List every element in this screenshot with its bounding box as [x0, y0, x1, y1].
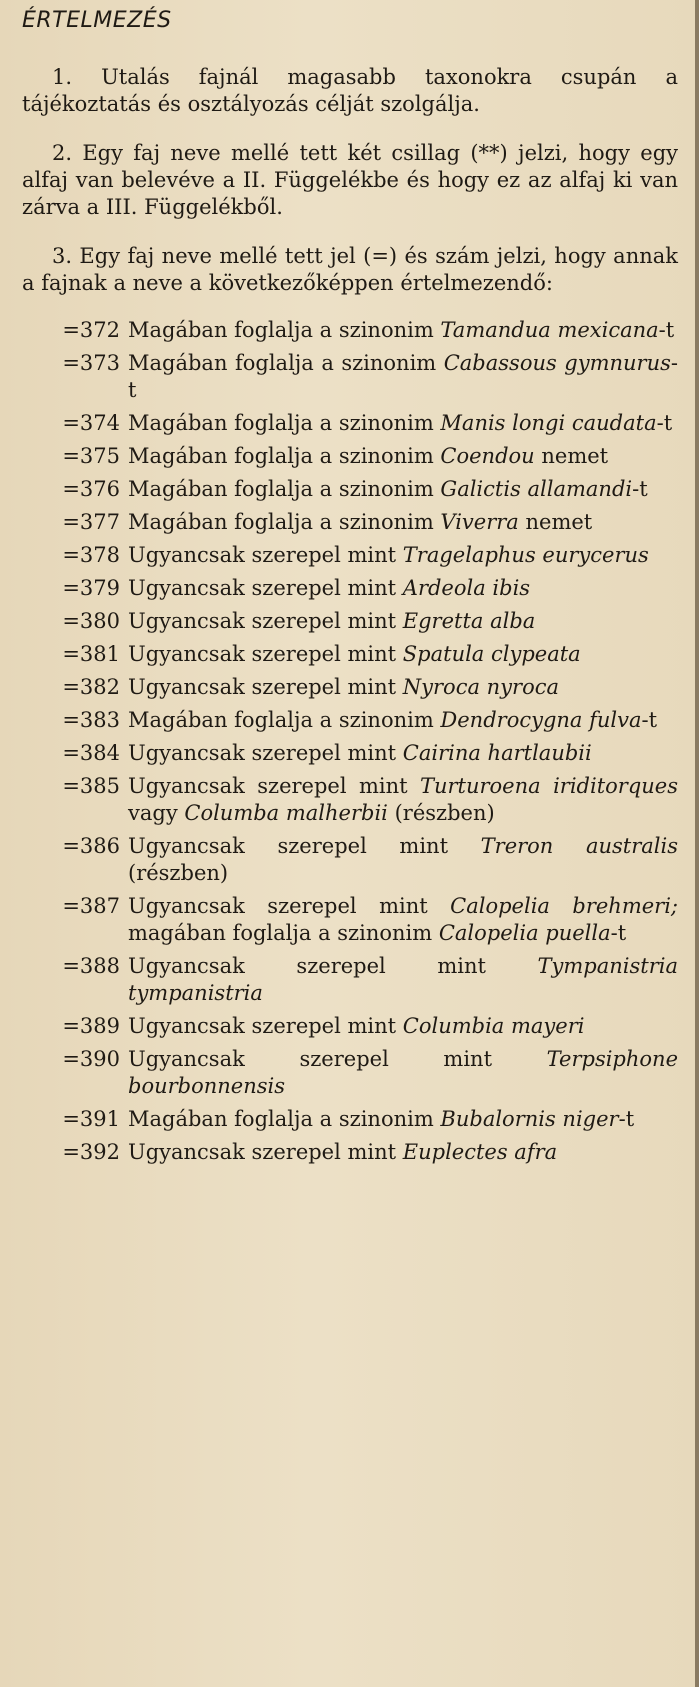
entry-row [22, 1013, 699, 1040]
species-name: Calopelia puella [438, 921, 611, 945]
species-name: Turturoena iriditorques [419, 774, 678, 798]
entry-phrase: Magában foglalja a szinonim [128, 510, 441, 534]
paragraph-3: 3. Egy faj neve mellé tett jel (=) és szám jelzi, hogy annak a fajnak a neve a következőképpen értelmezendő: [22, 244, 678, 295]
entry-text [128, 410, 678, 437]
entry-code: =384 [62, 741, 120, 765]
entry-code: =390 [62, 1047, 120, 1071]
entry-row [22, 575, 699, 602]
entry-text [128, 542, 678, 569]
entry-text [128, 740, 678, 767]
entry-phrase: -t [658, 318, 675, 342]
entry-phrase: Ugyancsak szerepel mint [128, 894, 451, 918]
species-name: Spatula clypeata [402, 642, 581, 666]
entry-phrase: Magában foglalja a szinonim [128, 708, 441, 732]
entry-phrase: Magában foglalja a szinonim [128, 1107, 441, 1131]
entry-phrase: nemet [534, 444, 609, 468]
species-name: Egretta alba [402, 609, 536, 633]
entry-text [128, 317, 678, 344]
entry-row [22, 833, 699, 887]
entry-text [128, 1139, 678, 1166]
species-name: Galictis allamandi [440, 477, 633, 501]
entry-row [22, 350, 699, 404]
species-name: Viverra [440, 510, 519, 534]
entry-code: =379 [62, 576, 120, 600]
species-name: Bubalornis niger [440, 1107, 619, 1131]
entry-row [22, 740, 699, 767]
entry-phrase: Magában foglalja a szinonim [128, 318, 441, 342]
entry-phrase: Ugyancsak szerepel mint [128, 675, 403, 699]
entry-code: =376 [62, 477, 120, 501]
species-name: Calopelia brehmeri; [450, 894, 678, 918]
entry-phrase: Ugyancsak szerepel mint [128, 1140, 403, 1164]
entry-code: =388 [62, 954, 120, 978]
entry-text [128, 509, 678, 536]
entry-phrase: Magában foglalja a szinonim [128, 351, 444, 375]
species-name: Tympanistria tympanistria [128, 954, 678, 1005]
entry-text [128, 707, 678, 734]
paragraph-1: 1. Utalás fajnál magasabb taxonokra csupán a tájékoztatás és osztályozás célját szolgálja. [22, 65, 678, 116]
species-name: Ardeola ibis [402, 576, 531, 600]
entry-phrase: Ugyancsak szerepel mint [128, 741, 403, 765]
paragraph-2: 2. Egy faj neve mellé tett két csillag (**) jelzi, hogy egy alfaj van belevéve a II. Függelékbe és hogy ez az alfaj ki van zárva a III. Függelékből. [22, 141, 678, 219]
entry-text [128, 443, 678, 470]
entry-text [128, 1046, 678, 1100]
entry-text [128, 575, 678, 602]
entry-phrase: (részben) [387, 801, 495, 825]
entry-text [128, 641, 678, 668]
entry-code: =375 [62, 444, 120, 468]
entry-row [22, 893, 699, 947]
entry-phrase: Magában foglalja a szinonim [128, 444, 441, 468]
entry-code: =374 [62, 411, 120, 435]
species-name: Tamandua mexicana [440, 318, 659, 342]
entry-phrase: -t [641, 708, 658, 732]
species-name: Treron australis [480, 834, 678, 858]
entry-text [128, 476, 678, 503]
entry-code: =373 [62, 351, 120, 375]
entry-row [22, 1139, 699, 1166]
entry-code: =383 [62, 708, 120, 732]
section-title: ÉRTELMEZÉS [22, 8, 172, 33]
entry-phrase: Ugyancsak szerepel mint [128, 609, 403, 633]
entry-list [22, 317, 699, 1166]
entry-phrase: magában foglalja a szinonim [128, 921, 439, 945]
page-edge [695, 0, 699, 1687]
entry-phrase: Ugyancsak szerepel mint [128, 543, 403, 567]
entry-text [128, 350, 678, 404]
entry-phrase: -t [656, 411, 673, 435]
entry-phrase: Ugyancsak szerepel mint [128, 576, 403, 600]
species-name: Nyroca nyroca [402, 675, 560, 699]
entry-code: =385 [62, 774, 120, 798]
species-name: Cairina hartlaubii [402, 741, 592, 765]
entry-text [128, 608, 678, 635]
entry-row [22, 674, 699, 701]
entry-code: =381 [62, 642, 120, 666]
entry-text [128, 1106, 678, 1133]
entry-phrase: Magában foglalja a szinonim [128, 411, 441, 435]
entry-text [128, 674, 678, 701]
entry-code: =389 [62, 1014, 120, 1038]
entry-row [22, 953, 699, 1007]
entry-text [128, 833, 678, 887]
species-name: Tragelaphus eurycerus [402, 543, 649, 567]
species-name: Cabassous gymnurus [443, 351, 671, 375]
entry-row [22, 1106, 699, 1133]
entry-phrase: nemet [518, 510, 593, 534]
entry-row [22, 707, 699, 734]
entry-text [128, 773, 678, 827]
entry-phrase: Ugyancsak szerepel mint [128, 1047, 547, 1071]
entry-row [22, 476, 699, 503]
entry-text [128, 1013, 678, 1040]
entry-code: =378 [62, 543, 120, 567]
entry-row [22, 773, 699, 827]
entry-code: =392 [62, 1140, 120, 1164]
entry-phrase: Ugyancsak szerepel mint [128, 774, 420, 798]
entry-code: =387 [62, 894, 120, 918]
species-name: Dendrocygna fulva [440, 708, 642, 732]
species-name: Columba malherbii [184, 801, 388, 825]
entry-phrase: Ugyancsak szerepel mint [128, 834, 481, 858]
entry-text [128, 893, 678, 947]
entry-row [22, 443, 699, 470]
entry-row [22, 641, 699, 668]
entry-phrase: Ugyancsak szerepel mint [128, 954, 538, 978]
entry-phrase: Magában foglalja a szinonim [128, 477, 441, 501]
entry-phrase: -t [618, 1107, 635, 1131]
entry-row [22, 608, 699, 635]
entry-row [22, 509, 699, 536]
entry-row [22, 317, 699, 344]
entry-phrase: -t [128, 351, 678, 402]
entry-row [22, 1046, 699, 1100]
entry-code: =372 [62, 318, 120, 342]
entry-code: =386 [62, 834, 120, 858]
entry-code: =382 [62, 675, 120, 699]
entry-phrase: -t [610, 921, 627, 945]
entry-row [22, 410, 699, 437]
entry-phrase: Ugyancsak szerepel mint [128, 1014, 403, 1038]
species-name: Columbia mayeri [402, 1014, 585, 1038]
species-name: Euplectes afra [402, 1140, 558, 1164]
entry-phrase: Ugyancsak szerepel mint [128, 642, 403, 666]
entry-code: =391 [62, 1107, 120, 1131]
entry-phrase: (részben) [128, 861, 229, 885]
entry-phrase: -t [632, 477, 648, 501]
entry-code: =380 [62, 609, 120, 633]
entry-code: =377 [62, 510, 120, 534]
species-name: Manis longi caudata [440, 411, 657, 435]
entry-text [128, 953, 678, 1007]
species-name: Coendou [440, 444, 535, 468]
entry-phrase: vagy [128, 801, 185, 825]
species-name: Terpsiphone bourbonnensis [128, 1047, 678, 1098]
entry-row [22, 542, 699, 569]
